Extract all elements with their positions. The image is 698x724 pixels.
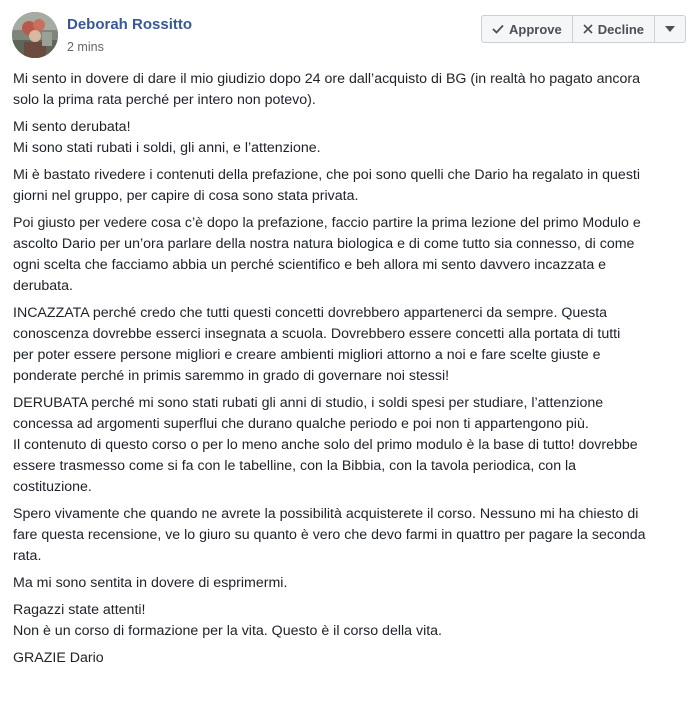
post-text-line: ogni scelta che facciamo abbia un perché scientifico e beh allora mi sento davvero incazzata e: [13, 257, 607, 273]
post-text-line: Spero vivamente che quando ne avrete la possibilità acquisterete il corso. Nessuno mi ha chiesto di: [13, 506, 639, 522]
moderation-actions: [481, 15, 686, 43]
post-text-line: giorni nel gruppo, per capire di cosa sono stata privata.: [13, 188, 359, 204]
post-paragraph: [13, 393, 688, 498]
more-options-dropdown[interactable]: [655, 16, 685, 42]
post-text-line: Mi sento derubata!: [13, 119, 131, 135]
post-text-line: derubata.: [13, 278, 73, 294]
post-paragraph: [13, 165, 688, 207]
post-text-line: INCAZZATA perché credo che tutti questi concetti dovrebbero appartenerci da sempre. Questa: [13, 305, 608, 321]
post-paragraph: [13, 504, 688, 567]
approve-button[interactable]: [482, 16, 573, 42]
approve-label: Approve: [509, 21, 562, 37]
post-paragraph: [13, 117, 688, 159]
post-text-line: Ma mi sono sentita in dovere di esprimermi.: [13, 575, 288, 591]
post-timestamp[interactable]: 2 mins: [67, 40, 104, 54]
post-paragraph: [13, 69, 688, 111]
avatar[interactable]: [12, 12, 58, 58]
decline-label: Decline: [597, 21, 644, 37]
post-text-line: Mi sento in dovere di dare il mio giudizio dopo 24 ore dall’acquisto di BG (in realtà ho pagato ancora: [13, 71, 640, 87]
post-text-line: fare questa recensione, ve lo giuro su quanto è vero che devo farmi in quattro per pagare la seconda: [13, 527, 646, 543]
close-icon: [583, 24, 593, 34]
author-name[interactable]: Deborah Rossitto: [67, 16, 193, 33]
post-text-line: costituzione.: [13, 479, 92, 495]
post-header: [12, 12, 686, 60]
post-text-line: essere trasmesso come si fa con le tabelline, con la Bibbia, con la tavola periodica, con la: [13, 458, 577, 474]
post-body: [13, 69, 688, 675]
post-paragraph: [13, 573, 688, 594]
post-text-line: concessa ad argomenti superflui che durano qualche periodo e poi non ti appartengono più.: [13, 416, 589, 432]
post-text-line: Ragazzi state attenti!: [13, 602, 146, 618]
post-paragraph: [13, 600, 688, 642]
post-paragraph: [13, 213, 688, 297]
post-text-line: per poter essere persone migliori e creare ambienti migliori attorno a noi e fare scelte giuste e: [13, 347, 601, 363]
post-text-line: Il contenuto di questo corso o per lo meno anche solo del primo modulo è la base di tutto! dovrebbe: [13, 437, 638, 453]
post-text-line: Non è un corso di formazione per la vita. Questo è il corso della vita.: [13, 623, 442, 639]
post-text-line: GRAZIE Dario: [13, 650, 104, 666]
post-text-line: Mi sono stati rubati i soldi, gli anni, e l’attenzione.: [13, 140, 321, 156]
post-text-line: conoscenza dovrebbe esserci insegnata a scuola. Dovrebbero essere concetti alla portata di tutti: [13, 326, 621, 342]
caret-down-icon: [665, 26, 675, 32]
decline-button[interactable]: [573, 16, 655, 42]
check-icon: [492, 24, 504, 34]
post-paragraph: [13, 648, 688, 669]
post-paragraph: [13, 303, 688, 387]
post-text-line: ponderate perché in primis saremmo in grado di governare noi stessi!: [13, 368, 450, 384]
post-text-line: Poi giusto per vedere cosa c’è dopo la prefazione, faccio partire la prima lezione del primo Modulo e: [13, 215, 641, 231]
post-text-line: solo la prima rata perché per intero non potevo).: [13, 92, 316, 108]
post-text-line: Mi è bastato rivedere i contenuti della prefazione, che poi sono quelli che Dario ha regalato in questi: [13, 167, 641, 183]
post-text-line: ascolto Dario per un’ora parlare della nostra natura biologica e di come tutto sia connesso, di come: [13, 236, 635, 252]
avatar-photo: [12, 12, 58, 58]
post-text-line: rata.: [13, 548, 42, 564]
post-text-line: DERUBATA perché mi sono stati rubati gli anni di studio, i soldi spesi per studiare, l’attenzione: [13, 395, 604, 411]
